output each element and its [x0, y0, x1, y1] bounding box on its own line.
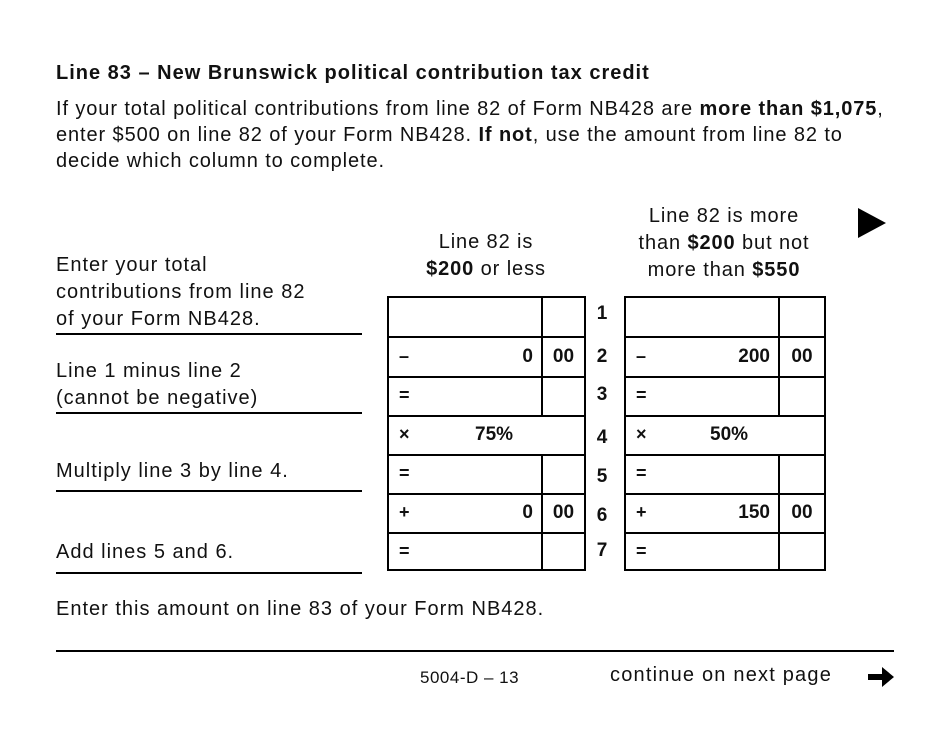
left-line6-cents: 00	[552, 502, 575, 523]
right-line7-input[interactable]	[656, 533, 778, 571]
left-heading-line2	[388, 256, 584, 283]
right-line3-input[interactable]	[656, 377, 778, 415]
right-heading-line1: Line 82 is more	[648, 205, 800, 227]
intro-paragraph	[56, 96, 886, 174]
intro-text-2: , enter $500 on line 82 of your Form NB428.	[56, 98, 884, 146]
line-number-6: 6	[596, 505, 608, 526]
left-row-4	[389, 416, 584, 456]
intro-text-3: , use the amount from line 82 to decide which column to complete.	[56, 124, 843, 172]
page-number: 5004-D – 13	[420, 668, 520, 687]
left-line1-input[interactable]	[389, 298, 541, 336]
right-column-heading	[610, 203, 838, 284]
minus-sign: –	[636, 346, 647, 366]
label-line-minus	[56, 358, 258, 412]
left-line2-amount: 0	[522, 346, 533, 367]
label-multiply: Multiply line 3 by line 4.	[56, 460, 289, 482]
right-line5-input[interactable]	[656, 455, 778, 493]
left-row-5	[389, 455, 584, 495]
right-row-4	[626, 416, 824, 456]
line-number-1: 1	[596, 303, 608, 324]
line-number-3: 3	[596, 384, 608, 405]
right-heading-bold2: $550	[752, 259, 801, 281]
left-row-3	[389, 377, 584, 417]
right-row-7	[626, 533, 824, 571]
equals-sign: =	[399, 385, 410, 405]
left-heading-line1: Line 82 is	[438, 231, 534, 253]
label-line-minus-line1: Line 1 minus line 2	[56, 360, 242, 382]
section-title: Line 83 – New Brunswick political contribution tax credit	[56, 62, 650, 84]
left-line2-cents: 00	[552, 346, 575, 367]
divider	[56, 333, 362, 335]
label-enter-total	[56, 252, 305, 333]
continue-text: continue on next page	[610, 664, 833, 686]
left-row-1	[389, 298, 584, 338]
minus-sign: –	[399, 346, 410, 366]
equals-sign: =	[636, 385, 647, 405]
left-heading-rest: or less	[474, 258, 546, 280]
right-heading-bold1: $200	[687, 232, 736, 254]
left-line7-input[interactable]	[419, 533, 541, 571]
intro-bold-2: If not	[478, 124, 533, 146]
multiply-sign: ×	[399, 424, 410, 444]
right-calc-table	[624, 296, 826, 571]
right-row-5	[626, 455, 824, 495]
cell-separator	[541, 533, 543, 571]
right-heading-line3	[610, 257, 838, 284]
right-line1-cents-input[interactable]	[780, 298, 824, 336]
right-heading-butnot: but not	[735, 232, 810, 254]
divider	[56, 412, 362, 414]
left-line4-percent: 75%	[475, 424, 514, 445]
left-column-heading	[388, 229, 584, 283]
label-enter-total-line1: Enter your total	[56, 254, 208, 276]
arrow-right-icon	[866, 664, 896, 690]
right-row-3	[626, 377, 824, 417]
right-line6-amount: 150	[738, 502, 770, 523]
left-line3-input[interactable]	[419, 377, 541, 415]
left-row-7	[389, 533, 584, 571]
equals-sign: =	[399, 541, 410, 561]
label-enter-total-line3: of your Form NB428.	[56, 308, 261, 330]
right-line6-cents: 00	[791, 502, 813, 523]
left-calc-table	[387, 296, 586, 571]
line-number-5: 5	[596, 466, 608, 487]
label-enter-total-line2: contributions from line 82	[56, 281, 306, 303]
right-row-6	[626, 494, 824, 534]
right-heading-line2	[610, 230, 838, 257]
enter-amount-instruction: Enter this amount on line 83 of your Form NB428.	[56, 598, 545, 620]
left-row-6	[389, 494, 584, 534]
intro-text-1: If your total political contributions from line 82 of Form NB428 are	[56, 98, 700, 120]
right-heading-than: than	[638, 232, 688, 254]
multiply-sign: ×	[636, 424, 647, 444]
equals-sign: =	[636, 463, 647, 483]
cell-separator	[541, 455, 543, 493]
cell-separator	[778, 455, 780, 493]
left-line6-amount: 0	[522, 502, 533, 523]
left-line1-cents-input[interactable]	[543, 298, 584, 336]
label-line-minus-line2: (cannot be negative)	[56, 387, 259, 409]
plus-sign: +	[399, 502, 410, 522]
cell-separator	[778, 533, 780, 571]
right-line4-percent: 50%	[710, 424, 749, 445]
line-number-7: 7	[596, 540, 608, 561]
intro-bold-1: more than $1,075	[699, 98, 878, 120]
left-row-2	[389, 338, 584, 378]
right-heading-morethan: more than	[647, 259, 753, 281]
right-row-2	[626, 338, 824, 378]
right-line2-cents: 00	[791, 346, 813, 367]
left-heading-bold: $200	[426, 258, 475, 280]
cell-separator	[778, 377, 780, 415]
line-number-2: 2	[596, 346, 608, 367]
triangle-right-icon	[858, 208, 886, 238]
divider	[56, 572, 362, 574]
equals-sign: =	[636, 541, 647, 561]
label-add: Add lines 5 and 6.	[56, 541, 235, 563]
divider	[56, 490, 362, 492]
right-row-1	[626, 298, 824, 338]
footer-divider	[56, 650, 894, 652]
left-line5-input[interactable]	[419, 455, 541, 493]
cell-separator	[541, 377, 543, 415]
plus-sign: +	[636, 502, 647, 522]
right-line1-input[interactable]	[626, 298, 778, 336]
equals-sign: =	[399, 463, 410, 483]
line-number-4: 4	[596, 427, 608, 448]
right-line2-amount: 200	[738, 346, 770, 367]
